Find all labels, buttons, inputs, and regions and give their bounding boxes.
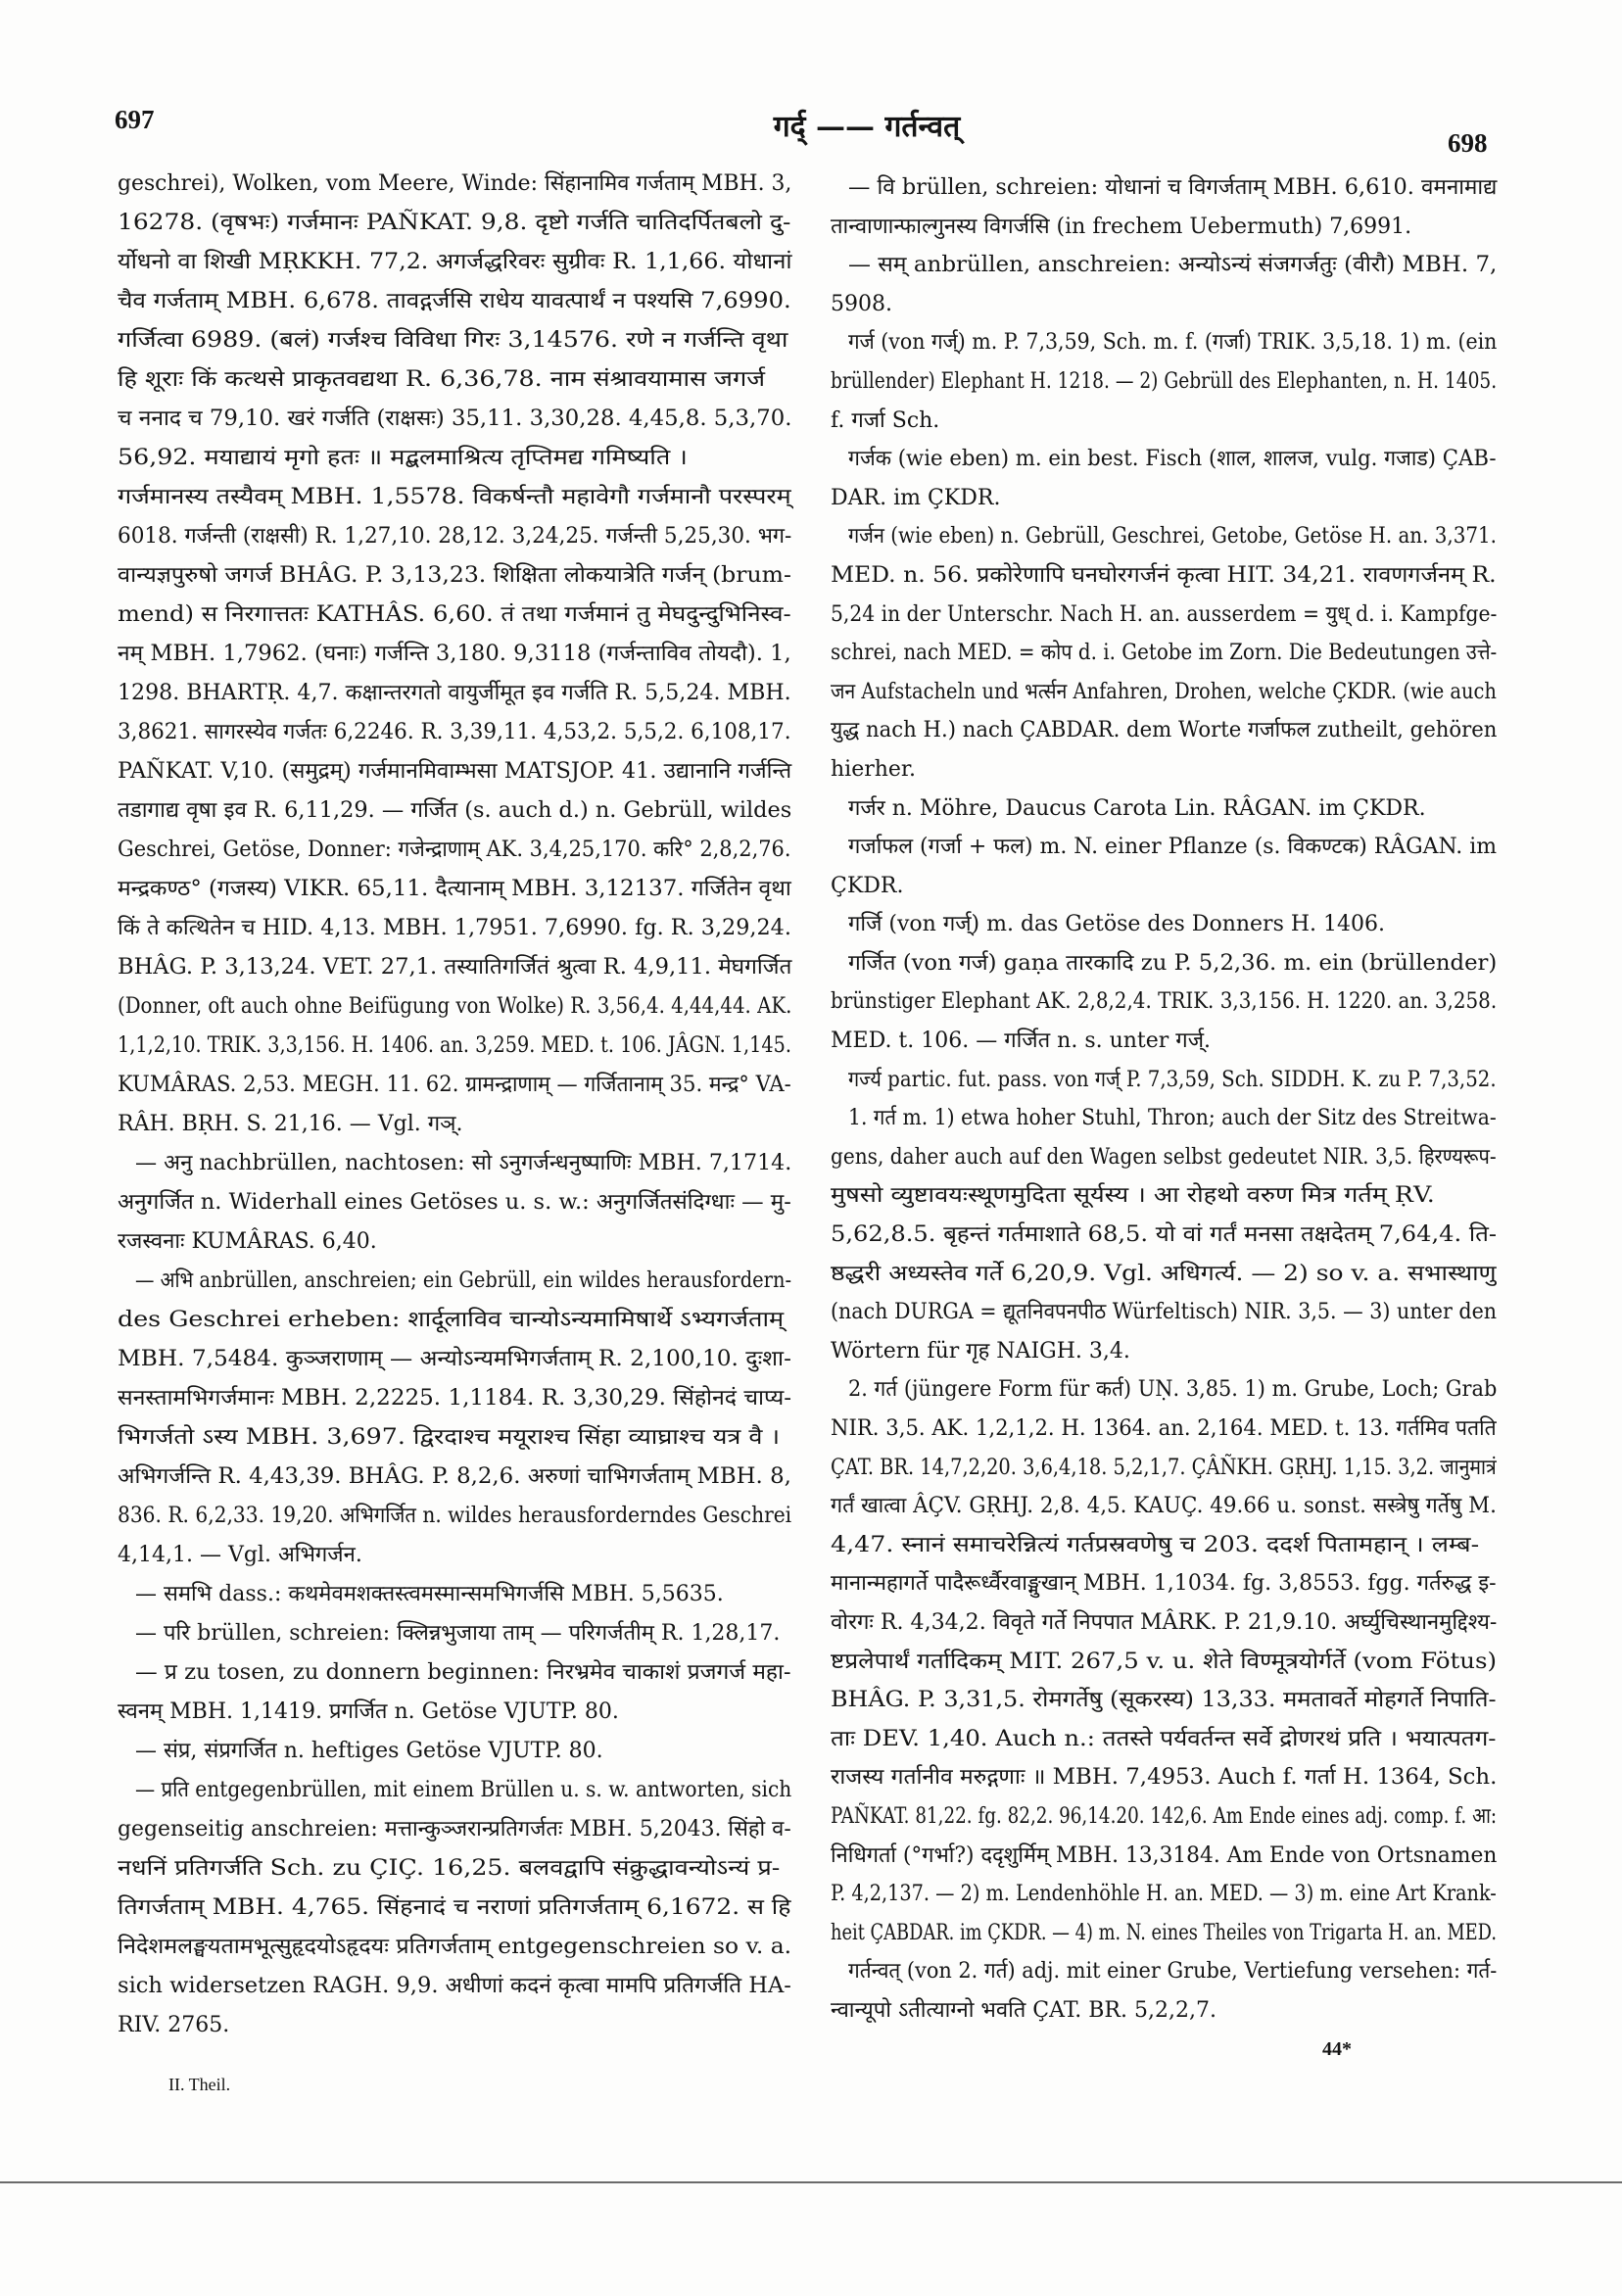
text-line [118,1418,793,1458]
text-line [831,1332,1499,1371]
text-line [118,517,793,556]
text-line-content: 5908. [831,291,892,316]
text-line-content: गर्तं खात्वा ÂÇV. GṚHJ. 2,8. 4,5. KAUÇ. 49.66 u. sonst. सस्त्रेषु गर्तेषु M. [831,1494,1497,1519]
text-line [118,282,793,321]
text-line-content: hierher. [831,756,917,782]
text-line [118,870,793,909]
text-line-content: तान्वाणान्फाल्गुनस्य विगर्जसि (in frechem Uebermuth) 7,6991. [831,214,1412,239]
text-line-content: (nach DURGA = द्यूतनिवपनपीठ Würfeltisch) NIR. 3,5. — 3) unter den [831,1300,1498,1325]
text-line-content: brüllender) Elephant H. 1218. — 2) Gebrüll des Elephanten, n. H. 1405. [831,368,1498,394]
text-line-content: चैव गर्जताम् MBH. 6,678. तावद्गर्जसि राधेय यावत्पार्थं न पश्यसि 7,6990. [118,289,791,313]
text-line-content: नम् MBH. 1,7962. (घनाः) गर्जन्ति 3,180. 9,3118 (गर्जन्ताविव तोयदौ). 1, [118,642,791,666]
text-line [118,556,793,596]
text-line [118,360,793,400]
text-line [118,1066,793,1105]
text-line [118,321,793,360]
text-line-content: — वि brüllen, schreien: योधानां च विगर्जताम् MBH. 6,610. वमनामाद्य [848,175,1498,200]
text-line [831,208,1499,247]
text-line-content: गर्जमानस्य तस्यैवम् MBH. 1,5578. विकर्षन्तौ महावेगौ गर्जमानौ परस्परम् [118,485,791,509]
text-line-content: RIV. 2765. [118,2013,230,2037]
text-line [118,1301,793,1340]
text-line-content: मन्द्रकण्ठ° (गजस्य) VIKR. 65,11. दैत्यानाम् MBH. 3,12137. गर्जितेन वृथा [118,877,791,901]
text-line [831,1991,1499,2031]
text-line [118,1732,793,1771]
text-line-content: NIR. 3,5. AK. 1,2,1,2. H. 1364. an. 2,164. MED. t. 13. गर्तमिव पतति [831,1416,1497,1441]
text-line [831,1487,1499,1526]
text-line [831,1758,1499,1797]
text-line-content: RÂH. BṚH. S. 21,16. — Vgl. गञ्. [118,1112,463,1136]
text-line-content: ष्ठद्धरी अध्यस्तेव गर्ते 6,20,9. Vgl. अधिगर्त्य. — 2) so v. a. सभास्थाणु [831,1261,1497,1286]
text-line-content: च ननाद च 79,10. खरं गर्जति (राक्षसः) 35,11. 3,30,28. 4,45,8. 5,3,70. [118,407,792,431]
text-line [831,867,1499,906]
text-line [118,1105,793,1144]
text-line [118,1144,793,1183]
text-line-content: brünstiger Elephant AK. 2,8,2,4. TRIK. 3,3,156. H. 1220. an. 3,258. [831,989,1498,1015]
text-line [831,828,1499,867]
text-line-content: 4,14,1. — Vgl. अभिगर्जन. [118,1543,362,1567]
text-line-content: मानान्महागर्ते पादैरूर्ध्वैरवाङ्मुखान् MBH. 1,1034. fg. 3,8553. fgg. गर्तरुद्ध इ- [831,1571,1497,1597]
text-line [118,1027,793,1066]
text-line [831,1176,1499,1216]
text-line-content: गर्तन्वत् (von 2. गर्त) adj. mit einer Grube, Vertiefung versehen: गर्त- [848,1959,1498,1985]
text-line [118,752,793,791]
text-line [831,1022,1499,1061]
text-line [118,1458,793,1497]
text-line-content: गर्जाफल (गर्जा + फल) m. N. einer Pflanze (s. विकण्टक) RÂGAN. im [848,835,1498,860]
text-line [118,2006,793,2045]
text-line-content: 6018. गर्जन्ती (राक्षसी) R. 1,27,10. 28,12. 3,24,25. गर्जन्ती 5,25,30. भग- [118,524,792,549]
text-line-content: गर्जर n. Möhre, Daucus Carota Lin. RÂGAN. im ÇKDR. [848,795,1426,821]
text-line [118,1771,793,1810]
text-line-content: तिगर्जताम् MBH. 4,765. सिंहनादं च नराणां प्रतिगर्जताम् 6,1672. स हि [118,1895,791,1920]
text-line [831,596,1499,635]
text-line [831,1410,1499,1449]
text-line-content: geschrei), Wolken, vom Meere, Winde: सिंहानामिव गर्जताम् MBH. 3, [118,171,792,196]
text-line [118,948,793,987]
text-line-content: schrei, nach MED. = कोप d. i. Getobe im Zorn. Die Bedeutungen उत्ते- [831,641,1498,666]
text-line-content: BHÂG. P. 3,31,5. रोमगर्तेषु (सूकरस्य) 13,33. ममतावर्ते मोहगर्ते निपाति- [831,1688,1497,1713]
text-line-content: गर्जक (wie eben) m. ein best. Fisch (शाल, शालज, vulg. गजाड) ÇAB- [848,447,1497,472]
text-line [118,1614,793,1653]
text-line [118,204,793,243]
left-column [118,165,793,2060]
text-line [118,1340,793,1379]
text-line-content: मुषसो व्युष्टावयःस्थूणमुदिता सूर्यस्य । आ रोहथो वरुण मित्र गर्तम् ṚV. [831,1183,1435,1209]
text-line-content: वोरगः R. 4,34,2. विवृते गर्ते निपपात MÂRK. P. 21,9.10. अर्घ्युचिस्थानमुद्दिश्य- [831,1609,1498,1635]
text-line-content: नधनिं प्रतिगर्जति Sch. zu ÇIÇ. 16,25. बलवद्वापि संक्रुद्धावन्योऽन्यं प्र- [118,1856,781,1881]
text-line-content: वान्यज्ञपुरुषो जगर्ज BHÂG. P. 3,13,23. शिक्षिता लोकयात्रेति गर्जन् (brum- [118,563,791,588]
text-line-content: KUMÂRAS. 2,53. MEGH. 11. 62. ग्रामन्द्राणाम् — गर्जितानाम् 35. मन्द्र° VA- [118,1073,791,1097]
page-number-right: 698 [1448,128,1488,158]
text-line [118,1693,793,1732]
text-line-content: MED. n. 56. प्रकोरेणापि घनघोरगर्जनं कृत्वा HIT. 34,21. रावणगर्जनम् R. [831,562,1497,588]
text-line-content: स्वनम् MBH. 1,1419. प्रगर्जित n. Getöse VJUTP. 80. [118,1699,619,1724]
text-line-content: sich widersetzen RAGH. 9,9. अधीणां कदनं कृत्वा मामपि प्रतिगर्जति HA- [118,1974,791,1998]
page-number-left: 697 [115,105,155,134]
text-line-content: 1298. BHARTṚ. 4,7. कक्षान्तरगतो वायुर्जीमूत इव गर्जति R. 5,5,24. MBH. [118,681,791,705]
text-line [831,1797,1499,1837]
text-line [118,1183,793,1222]
text-line-content: सनस्तामभिगर्जमानः MBH. 2,2225. 1,1184. R. 3,30,29. सिंहोनदं चाप्य- [118,1386,792,1411]
text-line-content: 1,1,2,10. TRIK. 3,3,156. H. 1406. an. 3,259. MED. t. 106. JÂGN. 1,145. [118,1033,791,1058]
text-line-content: — सम् anbrüllen, anschreien: अन्योऽन्यं संजगर्जतुः (वीरौ) MBH. 7, [848,253,1498,278]
text-line-content: 1. गर्त m. 1) etwa hoher Stuhl, Thron; auch der Sitz des Streitwa- [848,1106,1497,1131]
text-line-content: — प्रति entgegenbrüllen, mit einem Brüllen u. s. w. antworten, sich [135,1778,792,1802]
text-line [831,1449,1499,1488]
text-line [831,634,1499,673]
text-line-content: गर्जित्वा 6989. (बलं) गर्जश्च विविधा गिरः 3,14576. रणे न गर्जन्ति वृथा [118,328,788,353]
sheet-signature: 44* [1322,2038,1352,2060]
text-line-content: गर्ज (von गर्ज्) m. P. 7,3,59, Sch. m. f. (गर्जा) TRIK. 3,5,18. 1) m. (ein [848,330,1498,356]
text-line [118,674,793,713]
text-line [831,944,1499,983]
text-line-content: ष्टप्रलेपार्थं गर्तादिकम् MIT. 267,5 v. u. शेते विण्मूत्रयोर्गर्ते (vom Fötus) [831,1649,1498,1674]
text-line [831,479,1499,518]
text-line [118,635,793,674]
text-line-content: gens, daher auch auf den Wagen selbst gedeutet NIR. 3,5. हिरण्यरूप- [831,1144,1497,1170]
text-line [831,285,1499,324]
text-line [118,478,793,517]
text-line [831,1681,1499,1720]
text-line [118,1889,793,1928]
text-line [118,596,793,635]
text-line-content: f. गर्जा Sch. [831,407,940,433]
text-line-content: DAR. im ÇKDR. [831,485,1001,510]
text-line-content: निधिगर्ता (°गर्भा?) ददृशुर्मिम् MBH. 13,3184. Am Ende von Ortsnamen [831,1842,1498,1868]
text-line [831,1875,1499,1914]
text-line-content: ÇKDR. [831,873,904,898]
text-line-content: युद्ध nach H.) nach ÇABDAR. dem Worte गर्जाफल zutheilt, gehören [831,718,1498,743]
text-line-content: PAÑKAT. V,10. (समुद्रम्) गर्जमानमिवाम्भसा MATSJOP. 41. उद्यानानि गर्जन्ति [118,759,792,784]
text-line-content: निदेशमलङ्घयतामभूत्सुहृदयोऽहृदयः प्रतिगर्जताम् entgegenschreien so v. a. [118,1935,792,1959]
text-line-content: 3,8621. सागरस्येव गर्जतः 6,2246. R. 3,39,11. 4,53,2. 5,5,2. 6,108,17. [118,720,791,744]
text-line [831,1138,1499,1177]
text-line [118,1928,793,1967]
text-line-content: अभिगर्जन्ति R. 4,43,39. BHÂG. P. 8,2,6. अरुणां चाभिगर्जताम् MBH. 8, [118,1464,791,1489]
text-line-content: 2. गर्त (jüngere Form für कर्त) UṆ. 3,85. 1) m. Grube, Loch; Grab [848,1377,1498,1403]
text-line [118,400,793,439]
text-line [831,246,1499,285]
text-line-content: भिगर्जतो ऽस्य MBH. 3,697. द्विरदाश्च मयूराश्च सिंहा व्याघ्राश्च यत्र वै । [118,1425,781,1450]
text-line [118,243,793,282]
text-line [118,831,793,870]
text-line [831,1837,1499,1876]
text-line [118,1653,793,1693]
text-line-content: ताः DEV. 1,40. Auch n.: ततस्ते पर्यवर्तन्त सर्वे द्रोणरथं प्रति । भयात्पतग- [831,1726,1497,1751]
text-line [118,1810,793,1849]
text-line-content: 16278. (वृषभः) गर्जमानः PAÑKAT. 9,8. दृष्टो गर्जति चातिदर्पितबलो दु- [118,211,791,235]
text-line [831,556,1499,596]
text-line-content: गर्जि (von गर्ज्) m. das Getöse des Donners H. 1406. [848,912,1385,937]
text-line [831,750,1499,789]
text-line-content: गर्जन (wie eben) n. Gebrüll, Geschrei, Getobe, Getöse H. an. 3,371. [848,524,1497,550]
text-line [831,1564,1499,1603]
text-line-content: तडागाद्य वृषा इव R. 6,11,29. — गर्जित (s. auch d.) n. Gebrüll, wildes [118,798,792,823]
text-line [831,1255,1499,1294]
text-line [118,1575,793,1614]
text-line [831,517,1499,556]
text-line-content: 56,92. मयाद्यायं मृगो हतः ॥ मद्बलमाश्रित्य तृप्तिमद्य गमिष्यति । [118,446,688,470]
text-line-content: Wörtern für गृह NAIGH. 3,4. [831,1338,1130,1363]
text-line-content: रजस्वनाः KUMÂRAS. 6,40. [118,1229,377,1254]
text-line-content: गर्जित (von गर्ज) gaṇa तारकादि zu P. 5,2,36. m. ein (brüllender) [848,950,1498,976]
scan-edge-line [0,2181,1622,2183]
text-line [118,791,793,831]
text-line [831,1526,1499,1565]
text-line-content: gegenseitig anschreien: मत्तान्कुञ्जरान्प्रतिगर्जतः MBH. 5,2043. सिंहो व- [118,1817,791,1842]
text-line [831,711,1499,750]
text-line-content: ÇAT. BR. 14,7,2,20. 3,6,4,18. 5,2,1,7. ÇÂÑKH. GṚHJ. 1,15. 3,2. जानुमात्रं [831,1455,1497,1480]
text-line [831,1720,1499,1759]
text-line [118,439,793,478]
text-line [831,905,1499,944]
text-line-content: न्वान्यूपो ऽतीत्याग्नो भवति ÇAT. BR. 5,2,2,7. [831,1997,1216,2023]
text-line [831,1603,1499,1643]
text-line-content: — संप्र, संप्रगर्जित n. heftiges Getöse VJUTP. 80. [135,1739,603,1763]
text-line-content: हि शूराः किं कत्थसे प्राकृतवद्यथा R. 6,36,78. नाम संश्रावयामास जगर्ज [118,367,765,392]
text-line [118,1536,793,1575]
text-line [118,1379,793,1418]
text-line-content: P. 4,2,137. — 2) m. Lendenhöhle H. an. MED. — 3) m. eine Art Krank- [831,1882,1497,1907]
text-line-content: (Donner, oft auch ohne Beifügung von Wolke) R. 3,56,4. 4,44,44. AK. [118,994,792,1019]
text-line [831,1952,1499,1991]
text-line [118,1262,793,1301]
text-line-content: PAÑKAT. 81,22. fg. 82,2. 96,14.20. 142,6. Am Ende eines adj. comp. f. आ: [831,1803,1497,1829]
text-line-content: — परि brüllen, schreien: क्लिन्नभुजाया ताम् — परिगर्जतीम् R. 1,28,17. [135,1621,781,1646]
text-line-content: MED. t. 106. — गर्जित n. s. unter गर्ज्. [831,1028,1212,1054]
text-line-content: — अनु nachbrüllen, nachtosen: सो ऽनुगर्जन्धनुष्पाणिः MBH. 7,1714. [135,1151,792,1175]
text-line [831,1914,1499,1953]
text-line [831,1099,1499,1138]
text-line [831,789,1499,829]
text-line [118,1849,793,1889]
text-line [831,168,1499,208]
text-line [831,1370,1499,1410]
text-line-content: Geschrei, Getöse, Donner: गजेन्द्राणाम् AK. 3,4,25,170. करि° 2,8,2,76. [118,837,791,862]
text-line [118,1222,793,1262]
text-line-content: — समभि dass.: कथमेवमशक्तस्त्वमस्मान्समभिगर्जसि MBH. 5,5635. [135,1582,724,1606]
text-line [831,402,1499,441]
text-line-content: mend) स निरगात्ततः KATHÂS. 6,60. तं तथा गर्जमानं तु मेघदुन्दुभिनिस्व- [118,602,791,627]
text-line [118,987,793,1027]
text-line [831,1643,1499,1682]
text-line [831,362,1499,402]
text-line [118,713,793,752]
text-line [831,982,1499,1022]
text-line [831,673,1499,712]
text-line-content: — प्र zu tosen, zu donnern beginnen: निरभ्रमेव चाकाशं प्रजगर्ज महा- [135,1660,791,1685]
text-line [118,165,793,204]
running-head: गर्द् —— गर्तन्वत् [773,110,961,144]
text-line [831,1216,1499,1255]
text-line-content: heit ÇABDAR. im ÇKDR. — 4) m. N. eines Theiles von Trigarta H. an. MED. [831,1920,1497,1945]
text-line-content: राजस्य गर्तानीव मरुद्गणाः ॥ MBH. 7,4953. Auch f. गर्ता H. 1364, Sch. [831,1765,1498,1791]
text-line [118,1497,793,1536]
volume-mark: II. Theil. [168,2075,231,2094]
text-line-content: 4,47. स्नानं समाचरेन्नित्यं गर्तप्रस्रवणेषु च 203. ददर्श पितामहान् । लम्ब- [831,1532,1480,1557]
text-line-content: 5,24 in der Unterschr. Nach H. an. ausserdem = युध् d. i. Kampfge- [831,601,1498,627]
text-line-content: र्योधनो वा शिखी MṚKKH. 77,2. अगर्जद्धरिवरः सुग्रीवः R. 1,1,66. योधानां [118,250,792,274]
text-line-content: MBH. 7,5484. कुञ्जराणाम् — अन्योऽन्यमभिगर्जताम् R. 2,100,10. दुःशा- [118,1347,791,1371]
text-line-content: अनुगर्जित n. Widerhall eines Getöses u. s. w.: अनुगर्जितसंदिग्धाः — मु- [118,1190,791,1215]
text-line-content: गर्ज्य partic. fut. pass. von गर्ज् P. 7,3,59, Sch. SIDDH. K. zu P. 7,3,52. [848,1067,1497,1092]
text-line [118,1967,793,2006]
text-line [831,1061,1499,1100]
text-line-content: des Geschrei erheben: शार्दूलाविव चान्योऽन्यमामिषार्थे ऽभ्यगर्जताम् [118,1308,785,1332]
text-line-content: 5,62,8.5. बृहन्तं गर्तमाशाते 68,5. यो वां गर्तं मनसा तक्षदेतम् 7,64,4. ति- [831,1222,1497,1248]
text-line [831,1293,1499,1332]
right-column [831,168,1499,2034]
text-line [831,323,1499,362]
text-line-content: जन Aufstacheln und भर्त्सन Anfahren, Drohen, welche ÇKDR. (wie auch [831,679,1497,704]
text-line [831,440,1499,479]
text-line-content: — अभि anbrüllen, anschreien; ein Gebrüll, ein wildes herausfordern- [135,1268,792,1293]
text-line-content: 836. R. 6,2,33. 19,20. अभिगर्जित n. wildes herausforderndes Geschrei [118,1504,792,1528]
text-line-content: किं ते कत्थितेन च HID. 4,13. MBH. 1,7951. 7,6990. fg. R. 3,29,24. [118,916,791,940]
text-line [118,909,793,948]
text-line-content: BHÂG. P. 3,13,24. VET. 27,1. तस्यातिगर्जितं श्रुत्वा R. 4,9,11. मेघगर्जित [118,955,792,980]
